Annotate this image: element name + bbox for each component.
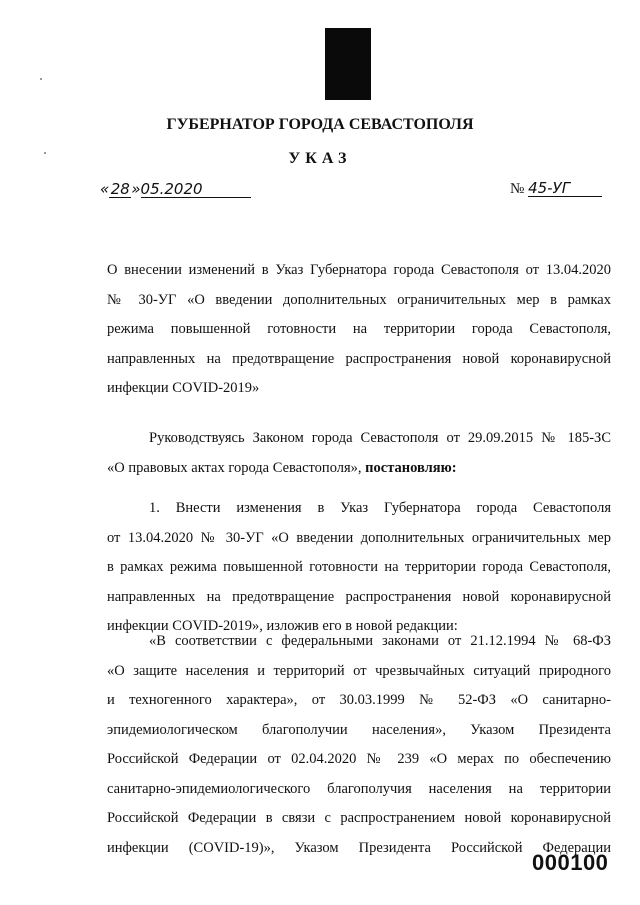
page-serial-number: 000100 bbox=[532, 850, 609, 875]
clause-line: инфекции COVID-2019», изложив его в новой редакции: bbox=[107, 618, 458, 634]
number-value: 45-УГ bbox=[528, 180, 602, 197]
quote-line: Российской Федерации в связи с распространением новой коронавирусной bbox=[107, 810, 611, 826]
preamble-text: «О правовых актах города Севастополя», bbox=[107, 459, 362, 476]
subject-line: О внесении изменений в Указ Губернатора города Севастополя от 13.04.2020 bbox=[107, 262, 611, 278]
document-number bbox=[510, 180, 602, 198]
resolution-word: постановляю: bbox=[365, 459, 457, 476]
clause-line: в рамках режима повышенной готовности на территории города Севастополя, bbox=[107, 559, 611, 575]
date-open-quote: « bbox=[100, 180, 110, 198]
quote-line: «В соответствии с федеральными законами от 21.12.1994 № 68-ФЗ bbox=[149, 633, 611, 649]
quote-line: и техногенного характера», от 30.03.1999 № 52-ФЗ «О санитарно- bbox=[107, 692, 611, 708]
number-sign: № bbox=[510, 181, 525, 197]
quote-line: Российской Федерации от 02.04.2020 № 239 «О мерах по обеспечению bbox=[107, 751, 611, 767]
subject-line: № 30-УГ «О введении дополнительных ограничительных мер в рамках bbox=[107, 291, 611, 308]
decree-subject bbox=[107, 256, 611, 404]
clause-line: от 13.04.2020 № 30-УГ «О введении дополнительных ограничительных мер bbox=[107, 529, 611, 546]
quote-line: санитарно-эпидемиологического благополучия населения на территории bbox=[107, 780, 611, 797]
date-day: 28 bbox=[110, 180, 130, 198]
issuing-authority: ГУБЕРНАТОР ГОРОДА СЕВАСТОПОЛЯ bbox=[166, 116, 474, 133]
redacted-emblem bbox=[325, 28, 371, 100]
clause-line: 1. Внести изменения в Указ Губернатора города Севастополя bbox=[149, 500, 611, 516]
quote-line: инфекции (COVID-19)», Указом Президента Российской Федерации bbox=[107, 839, 611, 856]
subject-line: направленных на предотвращение распространения новой коронавирусной bbox=[107, 350, 611, 367]
preamble-line bbox=[107, 454, 611, 484]
document-date bbox=[100, 180, 251, 199]
date-close-quote: » bbox=[131, 180, 141, 198]
subject-line: режима повышенной готовности на территории города Севастополя, bbox=[107, 321, 611, 337]
quote-line: «О защите населения и территорий от чрезвычайных ситуаций природного bbox=[107, 662, 611, 679]
scan-speck bbox=[40, 78, 42, 80]
clause-1 bbox=[107, 494, 611, 642]
clause-line: направленных на предотвращение распространения новой коронавирусной bbox=[107, 588, 611, 605]
quote-line: эпидемиологическом благополучии населения», Указом Президента bbox=[107, 721, 611, 738]
preamble-paragraph bbox=[107, 424, 611, 483]
subject-line: инфекции COVID-2019» bbox=[107, 380, 260, 396]
new-edition-text bbox=[107, 627, 611, 863]
document-type: УКАЗ bbox=[288, 150, 352, 167]
date-month-year: 05.2020 bbox=[141, 181, 251, 198]
preamble-line: Руководствуясь Законом города Севастополя от 29.09.2015 № 185-ЗС bbox=[149, 430, 611, 446]
